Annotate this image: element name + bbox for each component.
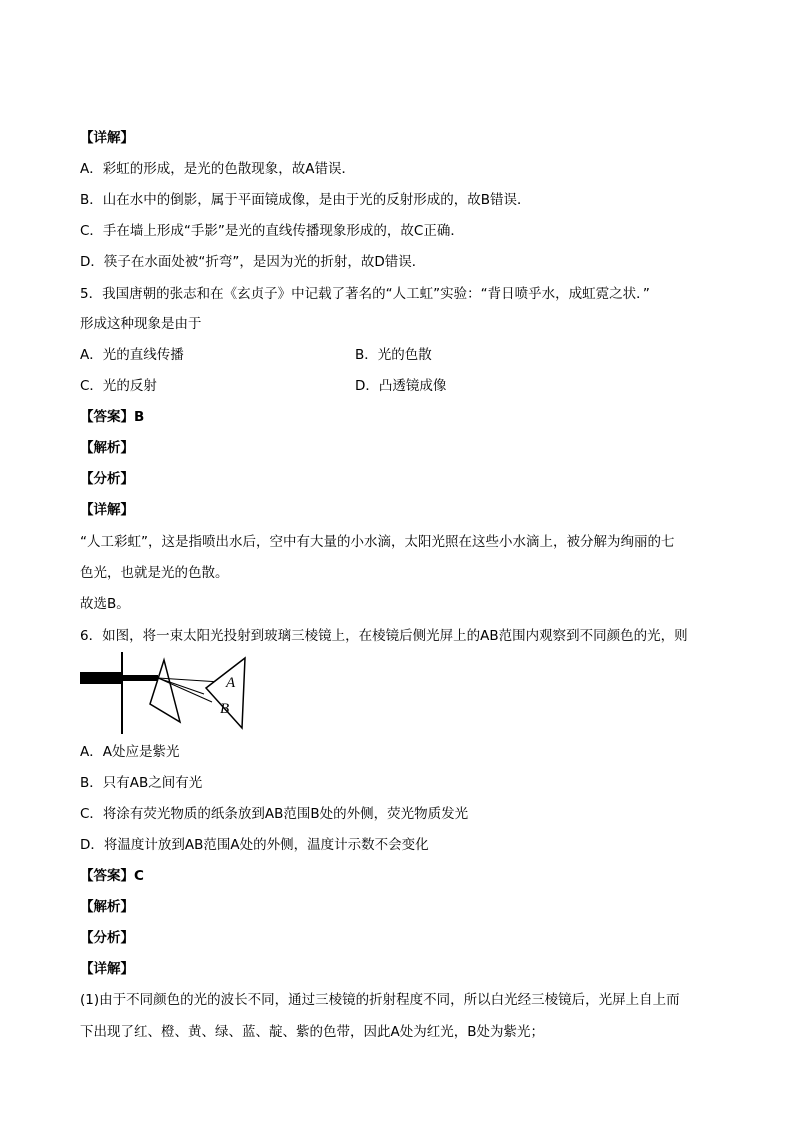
q6-option-d: D．将温度计放到AB范围A处的外侧，温度计示数不会变化: [80, 837, 429, 853]
q5-xiangjie-heading: 【详解】: [80, 502, 134, 518]
q4-detail-heading: 【详解】: [80, 130, 134, 146]
q6-option-b: B．只有AB之间有光: [80, 775, 203, 791]
q6-answer: 【答案】C: [80, 868, 144, 884]
q6-option-a: A．A处应是紫光: [80, 744, 180, 760]
q5-detail-line1: “人工彩虹”，这是指喷出水后，空中有大量的小水滴，太阳光照在这些小水滴上，被分解为绚丽的七: [80, 534, 675, 550]
glass-prism: [150, 660, 180, 722]
q5-option-c: C．光的反射: [80, 378, 157, 394]
light-screen: [206, 658, 245, 728]
prism-diagram: [80, 652, 250, 734]
q4-detail-line-c: C．手在墙上形成“手影”是光的直线传播现象形成的，故C正确．: [80, 223, 464, 239]
label-b: B: [220, 701, 230, 717]
q6-detail-line2: 下出现了红、橙、黄、绿、蓝、靛、紫的色带，因此A处为红光，B处为紫光；: [80, 1024, 544, 1040]
q4-detail-line-b: B．山在水中的倒影，属于平面镜成像，是由于光的反射形成的，故B错误．: [80, 192, 531, 208]
q5-option-b: B．光的色散: [355, 347, 432, 363]
q5-answer: 【答案】B: [80, 409, 145, 425]
q4-detail-line-a: A．彩虹的形成，是光的色散现象，故A错误．: [80, 161, 355, 177]
q5-jiexi-heading: 【解析】: [80, 440, 134, 456]
light-beam-incident: [123, 675, 158, 681]
q5-conclusion: 故选B。: [80, 596, 130, 612]
q5-fenxi-heading: 【分析】: [80, 471, 134, 487]
q5-option-a: A．光的直线传播: [80, 347, 184, 363]
q5-stem-line2: 形成这种现象是由于: [80, 316, 202, 332]
light-beam-dark: [80, 672, 122, 684]
q5-detail-line2: 色光，也就是光的色散。: [80, 565, 229, 581]
q6-detail-line1: (1)由于不同颜色的光的波长不同，通过三棱镜的折射程度不同，所以白光经三棱镜后，光屏上自上而: [80, 992, 680, 1008]
q5-option-d: D．凸透镜成像: [355, 378, 447, 394]
q6-fenxi-heading: 【分析】: [80, 930, 134, 946]
q6-xiangjie-heading: 【详解】: [80, 961, 134, 977]
label-a: A: [226, 675, 236, 691]
q6-jiexi-heading: 【解析】: [80, 899, 134, 915]
q5-stem-line1: 5．我国唐朝的张志和在《玄贞子》中记载了著名的“人工虹”实验：“背日喷乎水，成虹霓之状．”: [80, 286, 650, 302]
q4-detail-line-d: D．筷子在水面处被“折弯”，是因为光的折射，故D错误．: [80, 254, 426, 270]
q6-stem: 6．如图，将一束太阳光投射到玻璃三棱镜上，在棱镜后侧光屏上的AB范围内观察到不同颜色的光，则: [80, 628, 688, 644]
q6-option-c: C．将涂有荧光物质的纸条放到AB范围B处的外侧，荧光物质发光: [80, 806, 469, 822]
